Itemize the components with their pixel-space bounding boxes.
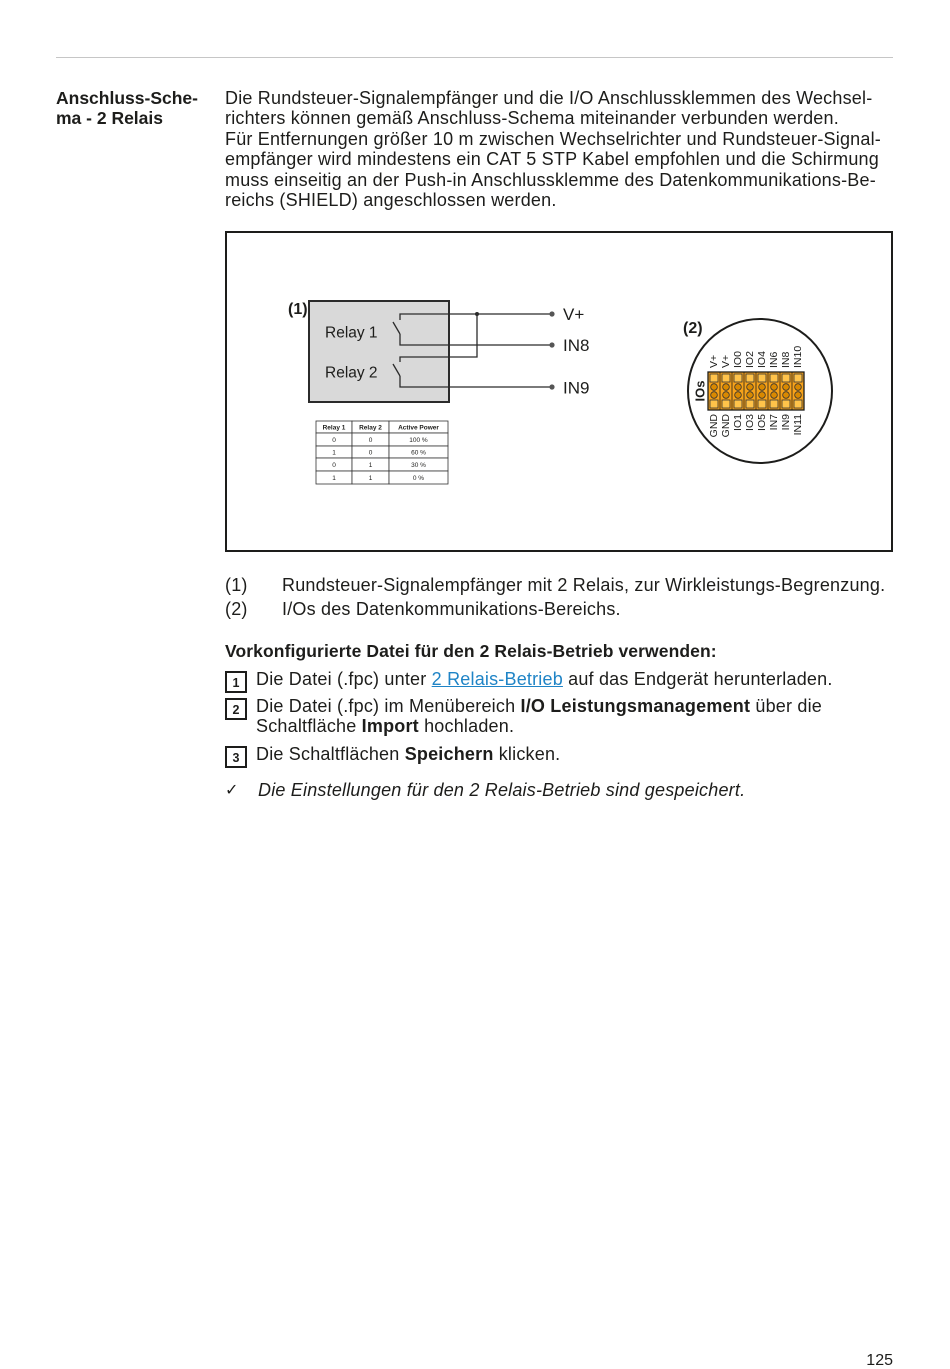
step-text-line <box>256 716 822 736</box>
push-in-connector <box>708 372 804 410</box>
legend-number: (1) <box>225 575 248 595</box>
step-text-segment: hochladen. <box>418 716 515 737</box>
step-text <box>256 744 560 764</box>
terminal-label-bottom: IO1 <box>732 414 744 431</box>
output-label-in9: IN9 <box>563 378 590 398</box>
legend-number: (2) <box>225 599 248 619</box>
table-cell-text: 0 <box>368 436 373 444</box>
intro-paragraph <box>225 88 881 210</box>
figure-legend <box>225 573 893 621</box>
wiring-diagram <box>225 231 893 552</box>
terminal-wire-entry <box>711 384 718 391</box>
terminal-wire-entry <box>771 384 778 391</box>
wiring-diagram-figure <box>225 231 893 552</box>
table-cell-text: 0 <box>332 436 336 444</box>
step-number-badge <box>225 671 247 693</box>
table-cell-text: 0 % <box>412 474 425 482</box>
step-number-badge <box>225 698 247 720</box>
terminal-label-top: IN10 <box>792 345 804 368</box>
intro-line: richters können gemäß Anschluss-Schema miteinander verbunden werden. <box>225 108 839 129</box>
output-label-v-plus: V+ <box>563 305 585 324</box>
terminal-label-top: V+ <box>720 354 732 368</box>
table-cell-text: 1 <box>332 474 336 482</box>
terminal-label-top: V+ <box>708 354 720 368</box>
terminal-label-top: IO4 <box>756 351 768 368</box>
terminal-release-button <box>794 400 802 408</box>
terminal-release-button <box>710 374 718 382</box>
terminal-release-button <box>722 374 730 382</box>
step-text-segment: auf das Endgerät herunterladen. <box>562 669 833 689</box>
section-heading <box>56 88 216 129</box>
terminal-label-top: IO0 <box>732 351 744 368</box>
legend-item <box>225 573 893 597</box>
terminal-label-bottom: IN7 <box>768 414 780 431</box>
terminal-release-button <box>770 400 778 408</box>
terminal-dot-v-plus <box>549 311 554 316</box>
step-text <box>256 696 822 737</box>
terminal-wire-entry <box>759 384 766 391</box>
terminal-label-top: IO2 <box>744 351 756 368</box>
relay-1-label: Relay 1 <box>325 324 378 342</box>
section-heading-line: ma - 2 Relais <box>56 108 163 129</box>
step-text-line <box>256 696 822 716</box>
io-callout-label: (2) <box>683 320 703 337</box>
legend-item <box>225 597 893 621</box>
receiver-callout-label: (1) <box>288 301 308 318</box>
step-text-segment: Schaltfläche <box>256 716 362 737</box>
terminal-release-button <box>770 374 778 382</box>
active-power-table <box>316 421 448 484</box>
step-number: 2 <box>232 703 240 717</box>
terminal-release-button <box>794 374 802 382</box>
step-text-segment: klicken. <box>493 744 561 764</box>
page-number: 125 <box>866 1352 893 1369</box>
procedure-heading: Vorkonfigurierte Datei für den 2 Relais-Betrieb verwenden: <box>225 641 717 661</box>
relais-betrieb-download-link[interactable]: 2 Relais-Betrieb <box>431 669 563 689</box>
terminal-dot-in9 <box>549 384 554 389</box>
table-cell-text: 0 <box>332 461 336 469</box>
table-cell-text: 1 <box>368 474 373 482</box>
terminal-release-button <box>722 400 730 408</box>
terminal-release-button <box>782 400 790 408</box>
legend-text: Rundsteuer-Signalempfänger mit 2 Relais, zur Wirkleistungs-Begrenzung. <box>282 575 886 595</box>
terminal-wire-entry <box>795 384 802 391</box>
table-header-text: Relay 2 <box>359 424 382 432</box>
terminal-wire-entry <box>723 384 730 391</box>
terminal-release-button <box>734 374 742 382</box>
terminal-wire-entry <box>747 384 754 391</box>
terminal-label-bottom: GND <box>708 414 720 438</box>
terminal-wire-entry <box>783 384 790 391</box>
intro-line: Für Entfernungen größer 10 m zwischen Wechselrichter und Rundsteuer-Signal- <box>225 128 881 149</box>
terminal-release-button <box>758 374 766 382</box>
procedure-result <box>225 780 893 800</box>
button-name: Speichern <box>404 744 494 764</box>
terminal-label-top: IN6 <box>768 351 780 368</box>
terminal-label-bottom: IO5 <box>756 414 768 431</box>
intro-line: Die Rundsteuer-Signalempfänger und die I/O Anschlussklemmen des Wechsel- <box>225 88 873 108</box>
intro-line: empfänger wird mindestens ein CAT 5 STP Kabel empfohlen und die Schirmung <box>225 149 879 170</box>
table-cell-text: 0 <box>368 449 373 457</box>
terminal-label-bottom: IN11 <box>792 414 804 436</box>
table-cell-text: 1 <box>368 461 373 469</box>
step-number: 3 <box>232 751 240 765</box>
terminal-label-bottom: IN9 <box>780 414 792 431</box>
terminal-wire-entry <box>711 392 718 399</box>
step-text-segment: Die Schaltflächen <box>256 744 405 764</box>
terminal-release-button <box>782 374 790 382</box>
step-number-badge <box>225 746 247 768</box>
intro-line: reichs (SHIELD) angeschlossen werden. <box>225 190 557 211</box>
intro-line: muss einseitig an der Push-in Anschlussklemme des Datenkommunikations-Be- <box>225 169 876 190</box>
terminal-label-bottom: GND <box>720 414 732 438</box>
terminal-wire-entry <box>723 392 730 399</box>
table-cell-text: 100 % <box>409 436 428 444</box>
checkmark-icon: ✓ <box>225 780 239 799</box>
terminal-label-top: IN8 <box>780 351 792 368</box>
terminal-release-button <box>710 400 718 408</box>
ios-label: IOs <box>692 380 708 402</box>
result-text: Die Einstellungen für den 2 Relais-Betrieb sind gespeichert. <box>258 780 746 800</box>
terminal-label-bottom: IO3 <box>744 414 756 431</box>
table-cell-text: 60 % <box>411 449 426 457</box>
menu-name: I/O Leistungsmanagement <box>520 696 751 716</box>
header-rule <box>56 57 893 58</box>
terminal-wire-entry <box>795 392 802 399</box>
terminal-release-button <box>758 400 766 408</box>
terminal-wire-entry <box>771 392 778 399</box>
junction-dot <box>475 312 479 316</box>
button-name: Import <box>361 716 419 737</box>
terminal-release-button <box>746 374 754 382</box>
step-text-segment: über die <box>750 696 823 716</box>
relay-2-label: Relay 2 <box>325 364 378 382</box>
table-header-text: Active Power <box>398 424 439 432</box>
step-text <box>256 669 833 689</box>
step-text-segment: Die Datei (.fpc) im Menübereich <box>256 696 521 716</box>
step-number: 1 <box>232 676 240 690</box>
table-cell-text: 1 <box>332 449 336 457</box>
terminal-dot-in8 <box>549 342 554 347</box>
step-text-segment: Die Datei (.fpc) unter <box>256 669 432 689</box>
section-heading-line: Anschluss-Sche- <box>56 88 198 108</box>
table-cell-text: 30 % <box>411 461 426 469</box>
terminal-wire-entry <box>759 392 766 399</box>
terminal-wire-entry <box>735 384 742 391</box>
table-header-text: Relay 1 <box>322 424 346 432</box>
terminal-wire-entry <box>735 392 742 399</box>
terminal-release-button <box>734 400 742 408</box>
terminal-wire-entry <box>783 392 790 399</box>
terminal-wire-entry <box>747 392 754 399</box>
legend-text: I/Os des Datenkommunikations-Bereichs. <box>282 599 621 619</box>
terminal-release-button <box>746 400 754 408</box>
output-label-in8: IN8 <box>563 336 590 355</box>
